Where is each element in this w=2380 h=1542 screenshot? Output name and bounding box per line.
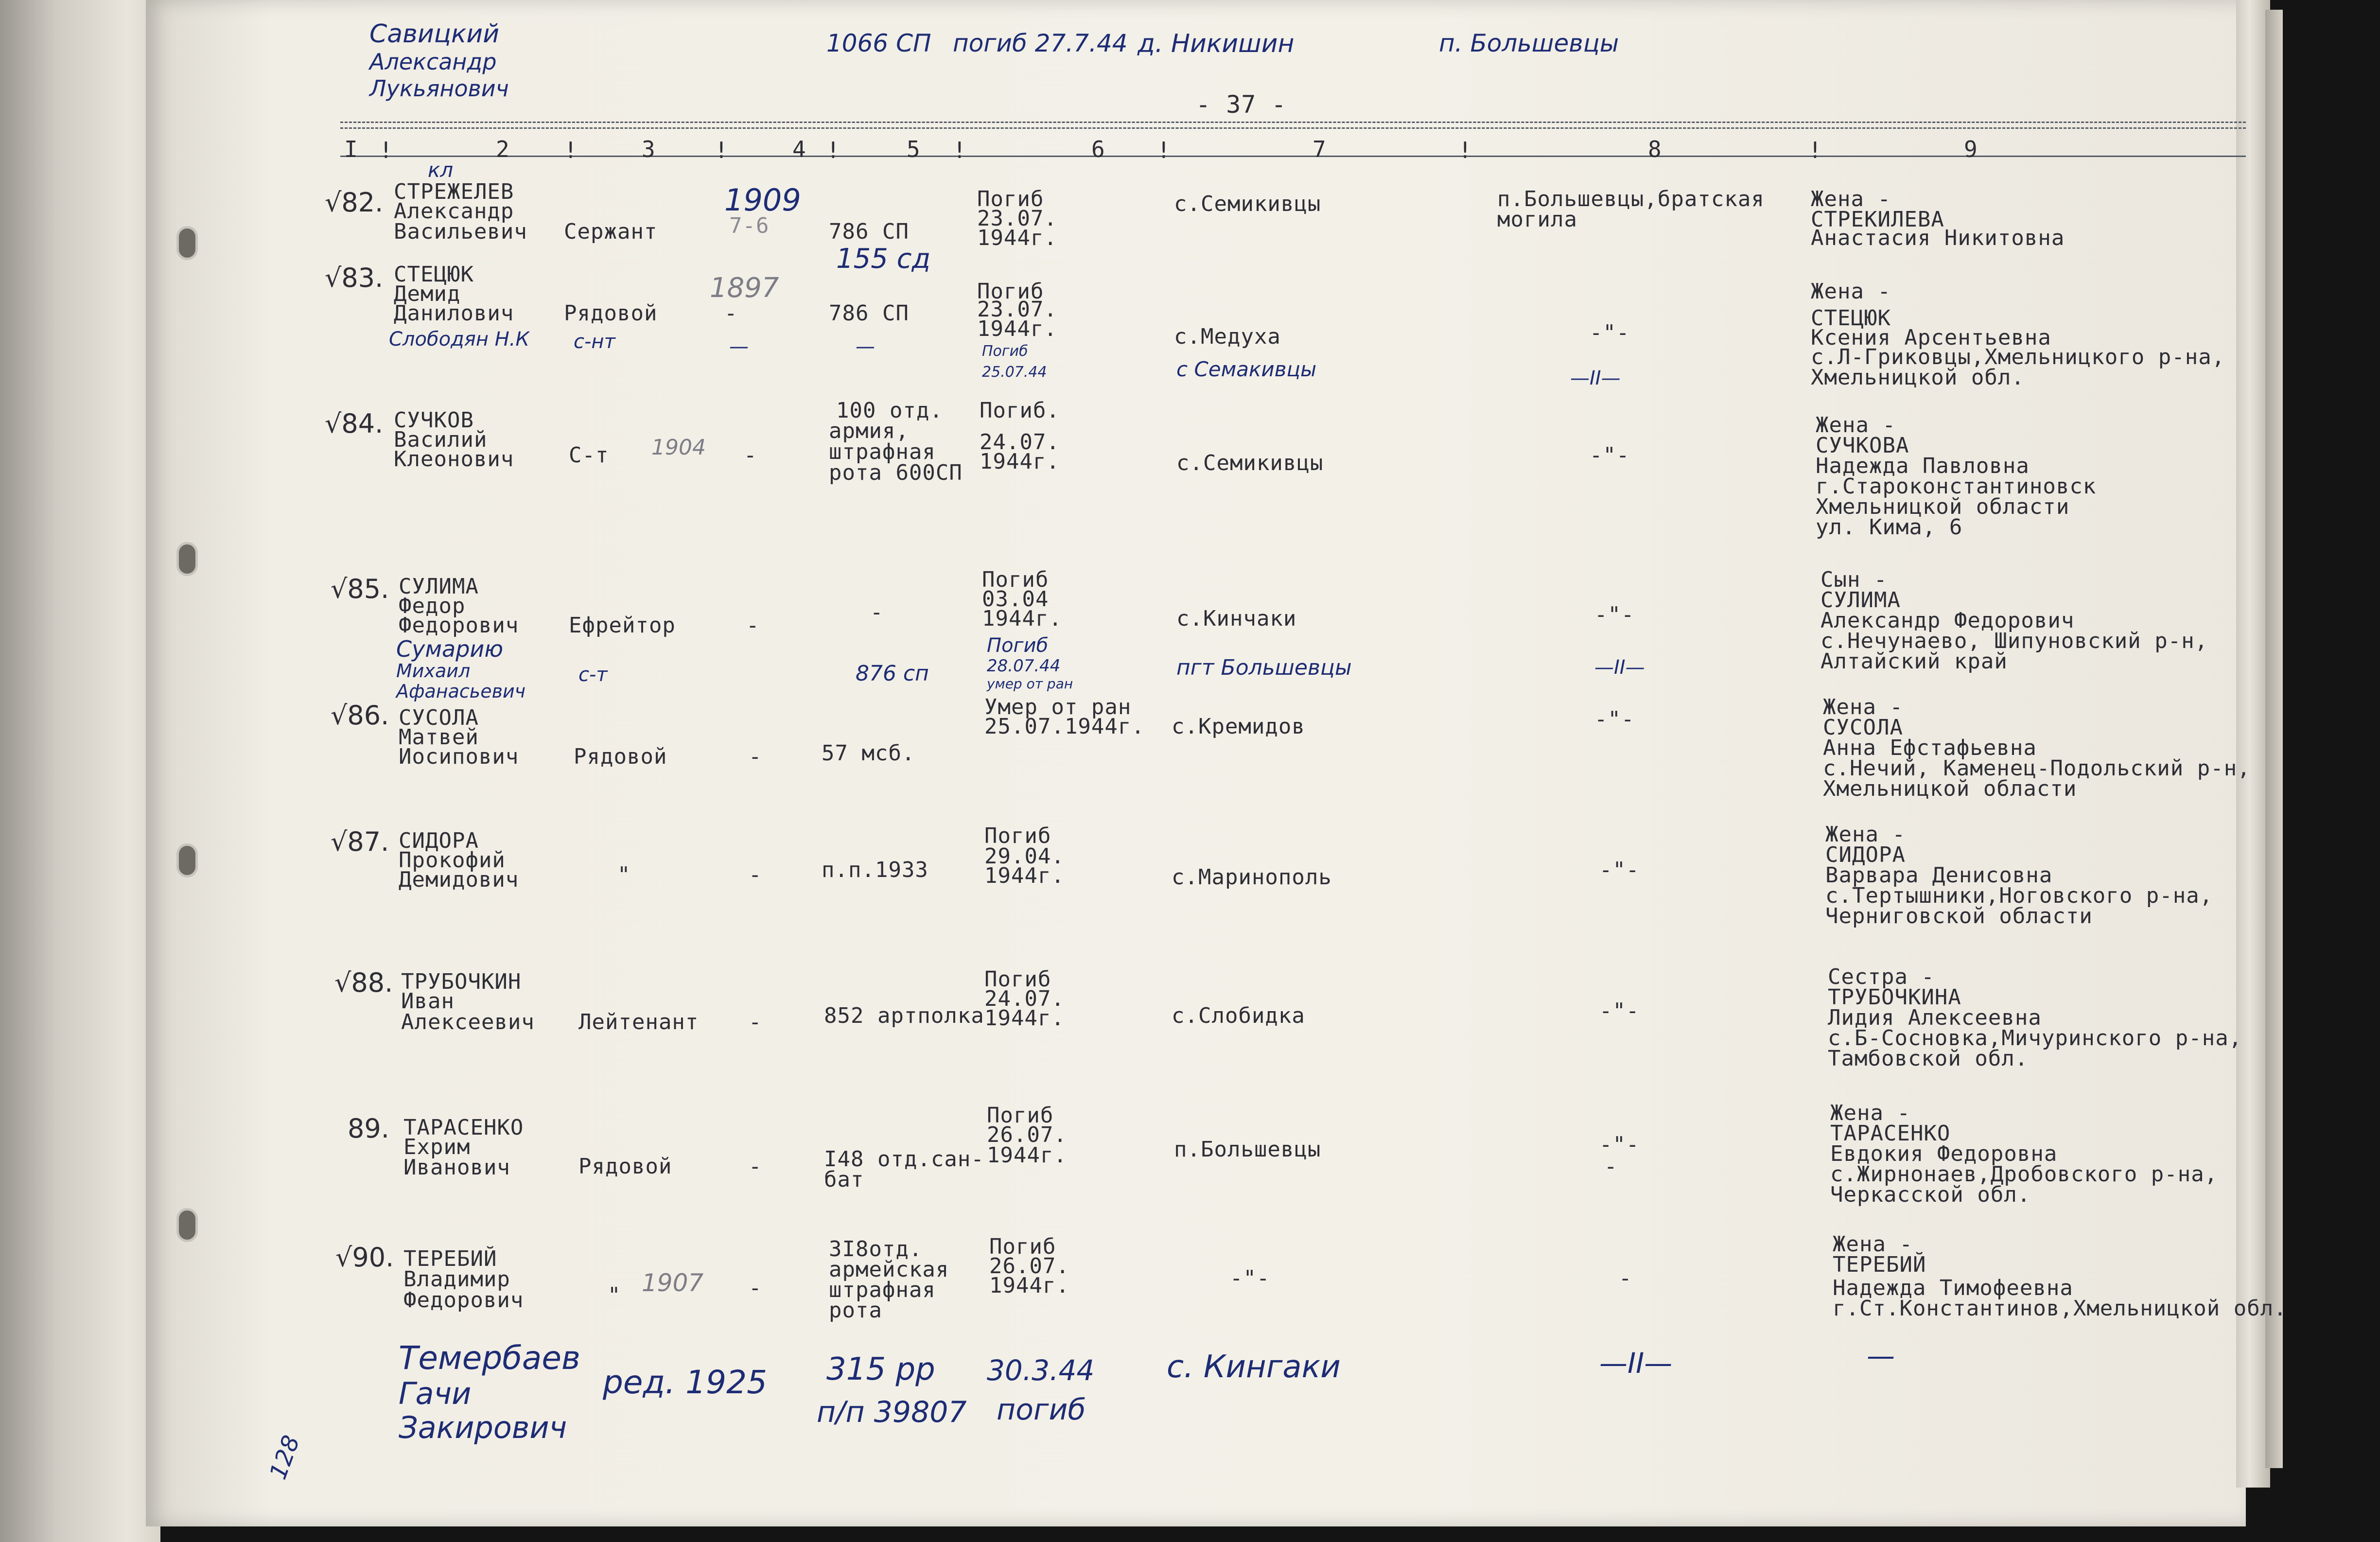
bottom-entry-unit: 315 рр <box>826 1351 935 1387</box>
entry-patronymic: Иосипович <box>399 744 519 769</box>
column-separator: ! <box>1808 137 1822 163</box>
entry-born: - <box>746 613 760 638</box>
entry-relative: Хмельницкой области <box>1823 776 2077 801</box>
bottom-entry-date: 30.3.44 <box>987 1354 1095 1387</box>
entry-relative: Александр Федорович <box>1820 608 2075 633</box>
entry-unit: армия, <box>829 419 909 443</box>
entry-burial: -"- <box>1594 602 1635 627</box>
entry-first-name: Александр <box>394 199 514 224</box>
entry-patronymic: Федорович <box>399 613 519 638</box>
entry-relative: Жена - <box>1811 279 1891 304</box>
entry-relative: СИДОРА <box>1825 842 1906 867</box>
entry-surname: СУЛИМА <box>399 574 479 599</box>
page-stack-edge-dark <box>2265 10 2283 1468</box>
entry-death: Погиб <box>977 279 1044 304</box>
header-unit: 1066 СП <box>826 29 931 57</box>
entry-death: Погиб <box>984 967 1051 992</box>
entry-death: Погиб <box>977 187 1044 211</box>
entry-number: √86. <box>331 700 389 731</box>
entry-first-name: Демид <box>394 281 461 306</box>
entry-relative: Тамбовской обл. <box>1828 1046 2029 1071</box>
header-rule-top <box>340 122 2246 123</box>
entry-relative: Лидия Алексеевна <box>1828 1005 2042 1030</box>
column-separator: ! <box>379 137 393 163</box>
note-85-extra-place: пгт Большевцы <box>1176 655 1352 680</box>
entry-place: с.Семикивцы <box>1176 451 1324 475</box>
column-separator: ! <box>1157 137 1171 163</box>
entry-place: с.Слобидка <box>1172 1003 1305 1028</box>
bottom-entry-unit: п/п 39807 <box>817 1395 967 1429</box>
note-85-extra-death: Погиб <box>987 634 1049 657</box>
entry-born: - <box>749 1276 762 1300</box>
entry-patronymic: Васильевич <box>394 219 527 244</box>
entry-number: √87. <box>331 826 389 857</box>
binding-hole <box>179 846 195 875</box>
column-number: 9 <box>1964 136 1978 162</box>
entry-place: с.Маринополь <box>1172 865 1332 890</box>
entry-surname: СУЧКОВ <box>394 408 474 433</box>
entry-first-name: Василий <box>394 427 488 452</box>
entry-patronymic: Демидович <box>399 867 519 892</box>
entry-rank: Лейтенант <box>578 1010 699 1034</box>
entry-relative: СУЧКОВА <box>1816 433 1909 458</box>
entry-relative: Алтайский край <box>1820 649 2008 674</box>
entry-relative: Черниговской области <box>1825 904 2093 929</box>
entry-first-name: Иван <box>401 989 455 1014</box>
entry-number: √83. <box>325 263 384 293</box>
note-90-year: 1907 <box>642 1269 704 1297</box>
entry-burial: -"- <box>1599 858 1640 882</box>
entry-place: с.Медуха <box>1174 324 1281 349</box>
entry-relative: ТАРАСЕНКО <box>1830 1121 1951 1146</box>
entry-death: Погиб. <box>980 398 1060 423</box>
entry-surname: ТЕРЕБИЙ <box>403 1246 497 1271</box>
entry-relative: СУСОЛА <box>1823 715 1903 740</box>
entry-born: - <box>749 862 762 887</box>
entry-relative: ТЕРЕБИЙ <box>1833 1252 1926 1277</box>
entry-death: Погиб <box>987 1103 1054 1128</box>
bottom-entry-place: с. Кингаки <box>1167 1349 1341 1385</box>
entry-relative: Анастасия Никитовна <box>1811 226 2065 250</box>
entry-rank: " <box>617 862 631 887</box>
page-number: - 37 - <box>1196 90 1287 119</box>
entry-number: √84. <box>325 408 384 439</box>
entry-death: 1944г. <box>984 1006 1065 1031</box>
entry-unit: рота 600СП <box>829 460 962 485</box>
entry-first-name: Владимир <box>403 1267 510 1292</box>
entry-surname: СИДОРА <box>399 828 479 853</box>
entry-unit: армейская <box>829 1257 949 1282</box>
entry-patronymic: Данилович <box>394 301 514 326</box>
entry-surname: ТРУБОЧКИН <box>401 969 522 994</box>
entry-death: 24.07. <box>984 986 1065 1011</box>
entry-death: 26.07. <box>989 1254 1069 1279</box>
column-separator: ! <box>953 137 966 163</box>
bottom-entry-patronymic: Закирович <box>399 1410 567 1445</box>
entry-number: √82. <box>325 187 384 218</box>
column-number: 4 <box>792 136 806 162</box>
column-separator: ! <box>1458 137 1472 163</box>
bottom-entry-first-name: Гачи <box>399 1376 472 1411</box>
entry-relative: СТРЕКИЛЕВА <box>1811 207 1944 232</box>
entry-burial: -"- <box>1594 707 1635 732</box>
entry-first-name: Федор <box>399 594 466 618</box>
entry-burial: -"- <box>1599 999 1640 1023</box>
column-separator: ! <box>715 137 728 163</box>
column-number: 6 <box>1091 136 1105 162</box>
entry-rank: Сержант <box>564 219 658 244</box>
entry-unit: п.п.1933 <box>822 858 928 882</box>
entry-death: 24.07. <box>980 430 1060 455</box>
entry-place: с.Семикивцы <box>1174 192 1321 216</box>
entry-relative: с.Л-Гриковцы,Хмельницкого р-на, <box>1811 345 2225 369</box>
entry-unit: штрафная <box>829 439 936 464</box>
entry-death: 23.07. <box>977 297 1057 322</box>
entry-relative: с.Нечий, Каменец-Подольский р-н, <box>1823 756 2251 781</box>
entry-relative: Жена - <box>1833 1232 1913 1257</box>
entry-surname: СТРЕЖЕЛЕВ <box>394 179 514 204</box>
entry-relative: Жена - <box>1825 822 1906 847</box>
note-85-extra-name: Афанасьевич <box>396 681 526 702</box>
note-82-unit: 155 сд <box>836 243 931 275</box>
entry-surname: СУСОЛА <box>399 705 479 730</box>
entry-death: 1944г. <box>989 1273 1069 1298</box>
header-name-line-1: Савицкий <box>369 19 500 49</box>
entry-relative: Сын - <box>1820 567 1888 592</box>
entry-place: -"- <box>1230 1266 1270 1291</box>
note-83-extra-dash1: — <box>729 335 749 358</box>
entry-relative: Ксения Арсентьевна <box>1811 325 2051 350</box>
bottom-entry-surname: Темербаев <box>399 1339 580 1377</box>
note-85-extra-death: умер от ран <box>987 676 1073 692</box>
note-85-extra-death: 28.07.44 <box>987 656 1061 676</box>
entry-number: 89. <box>348 1113 389 1144</box>
entry-patronymic: Иванович <box>403 1155 510 1180</box>
column-number: 5 <box>907 136 920 162</box>
entry-rank: С-т <box>569 443 609 468</box>
bottom-entry-dash: — <box>1867 1339 1895 1372</box>
entry-number: √88. <box>334 967 393 998</box>
header-rule-bottom <box>340 156 2246 157</box>
entry-unit: 100 отд. <box>836 398 943 423</box>
column-number: 7 <box>1312 136 1326 162</box>
note-85-extra-unit: 876 сп <box>856 661 929 686</box>
entry-death: Умер от ран <box>984 695 1132 719</box>
entry-relative: Евдокия Федоровна <box>1830 1141 2058 1166</box>
bottom-entry-born: ред. 1925 <box>603 1364 768 1401</box>
left-book-page <box>0 0 160 1542</box>
header-burial: п. Большевцы <box>1439 29 1619 57</box>
entry-relative: г.Ст.Константинов,Хмельницкой обл. <box>1833 1296 2287 1321</box>
entry-unit: 786 СП <box>829 219 909 244</box>
entry-born: - <box>749 1010 762 1034</box>
entry-patronymic: Алексеевич <box>401 1010 535 1034</box>
binding-hole <box>179 544 195 574</box>
entry-first-name: Прокофий <box>399 848 506 873</box>
entry-unit: 786 СП <box>829 301 909 326</box>
entry-death: Погиб <box>984 824 1051 848</box>
entry-unit: I48 отд.сан- <box>824 1147 984 1172</box>
entry-born: - <box>724 301 738 326</box>
entry-burial: - <box>1604 1154 1618 1179</box>
note-85-extra-name: Михаил <box>396 660 471 682</box>
entry-death: 25.07.1944г. <box>984 714 1145 739</box>
entry-unit: 3I8отд. <box>829 1237 923 1262</box>
entry-unit: рота <box>829 1298 882 1323</box>
note-85-extra-name: Сумарию <box>396 636 504 662</box>
entry-place: п.Большевцы <box>1174 1137 1321 1162</box>
entry-relative: с.Нечунаево, Шипуновский р-н, <box>1820 629 2208 653</box>
bottom-entry-burial: —II— <box>1599 1347 1673 1380</box>
entry-patronymic: Федорович <box>403 1288 524 1313</box>
entry-relative: с.Б-Сосновка,Мичуринского р-на, <box>1828 1026 2242 1051</box>
column-number: 2 <box>496 136 509 162</box>
note-83-extra-place: с Семакивцы <box>1176 357 1317 381</box>
entry-death: 1944г. <box>982 606 1062 631</box>
header-name-line-2: Александр <box>369 49 497 75</box>
header-place: д. Никишин <box>1138 29 1295 58</box>
entry-relative: Черкасской обл. <box>1830 1182 2031 1207</box>
bottom-entry-status: погиб <box>997 1393 1086 1427</box>
entry-unit: бат <box>824 1167 864 1192</box>
entry-number: √90. <box>335 1242 394 1273</box>
entry-unit: 57 мсб. <box>822 741 915 766</box>
entry-relative: Жена - <box>1830 1101 1910 1125</box>
entry-death: 1944г. <box>977 226 1057 250</box>
entry-unit: штрафная <box>829 1278 936 1302</box>
entry-rank: Рядовой <box>564 301 658 326</box>
entry-relative: ТРУБОЧКИНА <box>1828 985 1961 1010</box>
entry-death: 1944г. <box>984 863 1065 888</box>
entry-burial: - <box>1619 1266 1632 1291</box>
entry-relative: Варвара Денисовна <box>1825 863 2053 888</box>
entry-relative: с.Жирнонаев,Дробовского р-на, <box>1830 1162 2218 1187</box>
entry-burial: могила <box>1497 207 1577 232</box>
note-83-extra-dash2: — <box>856 335 875 358</box>
entry-death: 03.04 <box>982 587 1049 612</box>
margin-number: 128 <box>264 1432 305 1483</box>
entry-rank: Ефрейтор <box>569 613 676 638</box>
entry-death: Погиб <box>989 1234 1056 1259</box>
entry-burial: п.Большевцы,братская <box>1497 187 1765 211</box>
binding-hole <box>179 1210 195 1240</box>
note-83-extra-death: Погиб <box>982 343 1028 360</box>
column-separator: ! <box>564 137 578 163</box>
entry-relative: Жена - <box>1811 187 1891 211</box>
entry-relative: СТЕЦЮК <box>1811 306 1891 331</box>
entry-born: - <box>744 443 757 468</box>
entry-rank: Рядовой <box>578 1154 672 1179</box>
entry-burial: -"- <box>1590 320 1630 345</box>
entry-born: - <box>749 744 762 769</box>
entry-surname: ТАРАСЕНКО <box>403 1115 524 1140</box>
column-number: 8 <box>1648 136 1662 162</box>
header-name-line-3: Лукьянович <box>369 75 509 102</box>
entry-surname: СТЕЦЮК <box>394 262 474 287</box>
header-rule-top-2 <box>340 127 2246 129</box>
note-83-extra-rank: с-нт <box>574 331 615 353</box>
entry-place: с.Кинчаки <box>1176 606 1297 631</box>
note-83-extra-death: 25.07.44 <box>982 364 1047 381</box>
entry-relative: Жена - <box>1816 413 1896 438</box>
column-number: 3 <box>642 136 655 162</box>
entry-first-name: Ехрим <box>403 1135 471 1159</box>
entry-born: 7-6 <box>729 213 770 238</box>
note-83-extra-burial: —II— <box>1570 367 1621 389</box>
entry-relative: ул. Кима, 6 <box>1816 515 1963 540</box>
note-82-top: кл <box>428 158 454 182</box>
note-85-extra-rank: с-т <box>578 664 608 686</box>
entry-place: с.Кремидов <box>1172 714 1305 739</box>
entry-relative: Сестра - <box>1828 964 1935 989</box>
column-number: I <box>344 136 358 162</box>
note-84-year: 1904 <box>651 435 706 460</box>
entry-relative: СУЛИМА <box>1820 588 1901 613</box>
entry-death: 29.04. <box>984 844 1065 869</box>
column-separator: ! <box>826 137 840 163</box>
entry-relative: Анна Ефстафьевна <box>1823 736 2037 760</box>
entry-relative: Хмельницкой обл. <box>1811 365 2025 390</box>
entry-relative: Хмельницкой области <box>1816 494 2070 519</box>
entry-relative: Надежда Тимофеевна <box>1833 1276 2073 1300</box>
entry-death: 26.07. <box>987 1122 1067 1147</box>
entry-born: - <box>749 1154 762 1179</box>
entry-relative: Надежда Павловна <box>1816 454 2030 478</box>
note-82-year: 1909 <box>724 182 801 218</box>
entry-first-name: Матвей <box>399 725 479 750</box>
entry-death: 1944г. <box>980 449 1060 474</box>
entry-unit: - <box>870 600 884 625</box>
note-83-extra-name: Слободян Н.К <box>389 328 529 350</box>
entry-rank: " <box>608 1283 621 1308</box>
entry-burial: -"- <box>1590 443 1630 468</box>
entry-number: √85. <box>331 574 389 604</box>
entry-patronymic: Клеонович <box>394 447 514 472</box>
entry-relative: с.Тертышники,Ноговского р-на, <box>1825 883 2213 908</box>
note-83-year: 1897 <box>710 272 779 304</box>
entry-death: 1944г. <box>977 316 1057 341</box>
entry-relative: г.Староконстантиновск <box>1816 474 2097 499</box>
entry-rank: Рядовой <box>574 744 667 769</box>
binding-hole <box>179 228 195 258</box>
entry-death: 1944г. <box>987 1143 1067 1168</box>
entry-relative: Жена - <box>1823 695 1903 719</box>
entry-unit: 852 артполка <box>824 1003 984 1028</box>
note-85-extra-burial: —II— <box>1594 656 1645 679</box>
entry-death: Погиб <box>982 567 1049 592</box>
entry-burial: -"- <box>1599 1132 1640 1157</box>
entry-death: 23.07. <box>977 206 1057 231</box>
header-died: погиб 27.7.44 <box>953 29 1128 57</box>
